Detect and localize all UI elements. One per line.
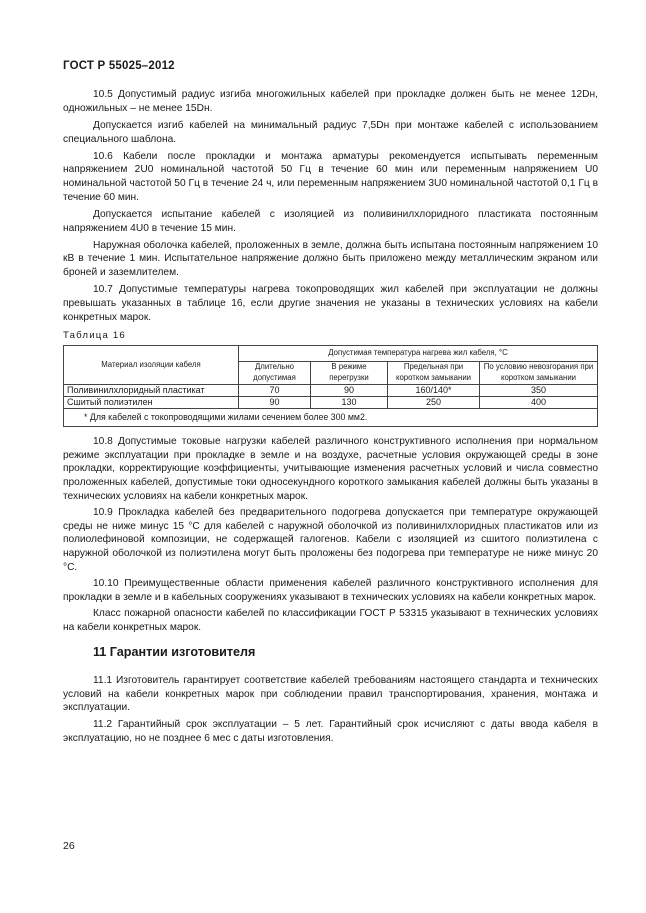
table-cell: 90 — [311, 384, 388, 396]
table-cell: 90 — [239, 396, 311, 408]
page-number: 26 — [63, 840, 75, 852]
table-cell: 250 — [388, 396, 480, 408]
section-title: 11 Гарантии изготовителя — [93, 645, 256, 660]
table-cell: Сшитый полиэтилен — [64, 396, 239, 408]
paragraph-fire-class: Класс пожарной опасности кабелей по классификации ГОСТ Р 53315 указывают в технических условиях на кабели конкретных марок. — [63, 607, 598, 633]
sub-header: В режиме перегрузки — [311, 361, 388, 384]
table-cell: 160/140* — [388, 384, 480, 396]
paragraph-10-9: 10.9 Прокладка кабелей без предварительного подогрева допускается при температуре окружающей среды не ниже минус 15 °С для кабелей с наружной оболочкой из поливинилхлоридных пластикатов или из полиолефиновой композиции, не содержащей галогенов. Кабели с изоляцией из сшитого полиэтилена с наружной оболочкой из полиэтилена могут быть проложены без подогрева при температуре не ниже минус 20 °С. — [63, 506, 598, 573]
col-header-material: Материал изоляции кабеля — [64, 345, 239, 384]
temperature-table — [63, 345, 598, 427]
table-cell: 400 — [480, 396, 598, 408]
sub-header: Предельная при коротком замыкании — [388, 361, 480, 384]
table-cell: 70 — [239, 384, 311, 396]
paragraph-10-6-note: Допускается испытание кабелей с изоляцией из поливинилхлоридного пластиката постоянным напряжением 4U0 в течение 15 мин. — [63, 208, 598, 234]
page-content — [63, 88, 598, 749]
paragraph-11-1: 11.1 Изготовитель гарантирует соответствие кабелей требованиям настоящего стандарта и технических условий на кабели конкретных марок при соблюдении правил транспортирования, хранения, монтажа и эксплуатации. — [63, 674, 598, 714]
sub-header: По условию невозгорания при коротком замыкании — [480, 361, 598, 384]
table-label: Таблица 16 — [63, 330, 126, 342]
table-cell: 130 — [311, 396, 388, 408]
group-header: Допустимая температура нагрева жил кабеля, °С — [239, 345, 598, 361]
paragraph-10-5: 10.5 Допустимый радиус изгиба многожильных кабелей при прокладке должен быть не менее 12Dн, одножильных – не менее 15Dн. — [63, 89, 598, 114]
paragraph-10-6: 10.6 Кабели после прокладки и монтажа арматуры рекомендуется испытывать переменным напряжением 2U0 номинальной частотой 50 Гц в течение 60 мин или переменным напряжением U0 номинальной частотой 50 Гц в течение 24 ч, или переменным напряжением 3U0 номинальной частотой 0,1 Гц в течение 60 мин. — [63, 150, 598, 203]
table-cell: 350 — [480, 384, 598, 396]
table-row — [64, 396, 598, 408]
paragraph-10-10: 10.10 Преимущественные области применения кабелей различного конструктивного исполнения для прокладки в земле и в кабельных сооружениях указывают в технических условиях на кабели конкретных марок. — [63, 577, 598, 603]
document-code: ГОСТ Р 55025–2012 — [63, 60, 175, 72]
paragraph-10-8: 10.8 Допустимые токовые нагрузки кабелей различного конструктивного исполнения при нормальном режиме эксплуатации при прокладке в земле и на воздухе, расчетные условия окружающей среды в зоне прокладки, корректирующие коэффициенты, учитывающие изменения расчетных условий и числа совместно проложенных кабелей, допустимые токи односекундного короткого замыкания кабелей должны быть указаны в технических условиях на кабели конкретных марок. — [63, 435, 598, 502]
paragraph-10-7: 10.7 Допустимые температуры нагрева токопроводящих жил кабелей при эксплуатации не должны превышать указанных в таблице 16, если другие значения не указаны в технических условиях на кабели конкретных марок. — [63, 284, 598, 323]
table-footnote: * Для кабелей с токопроводящими жилами сечением более 300 мм2. — [64, 408, 598, 426]
paragraph-11-2: 11.2 Гарантийный срок эксплуатации – 5 лет. Гарантийный срок исчисляют с даты ввода кабеля в эксплуатацию, но не позднее 6 мес с даты изготовления. — [63, 719, 598, 745]
paragraph-outer-sheath: Наружная оболочка кабелей, проложенных в земле, должна быть испытана постоянным напряжением 10 кВ в течение 1 мин. Испытательное напряжение должно быть приложено между металлическим экраном или броней и заземлителем. — [63, 239, 598, 278]
table-row — [64, 384, 598, 396]
paragraph-10-5-note: Допускается изгиб кабелей на минимальный радиус 7,5Dн при монтаже кабелей с использованием специального шаблона. — [63, 119, 598, 145]
table-cell: Поливинилхлоридный пластикат — [64, 384, 239, 396]
sub-header: Длительно допустимая — [239, 361, 311, 384]
